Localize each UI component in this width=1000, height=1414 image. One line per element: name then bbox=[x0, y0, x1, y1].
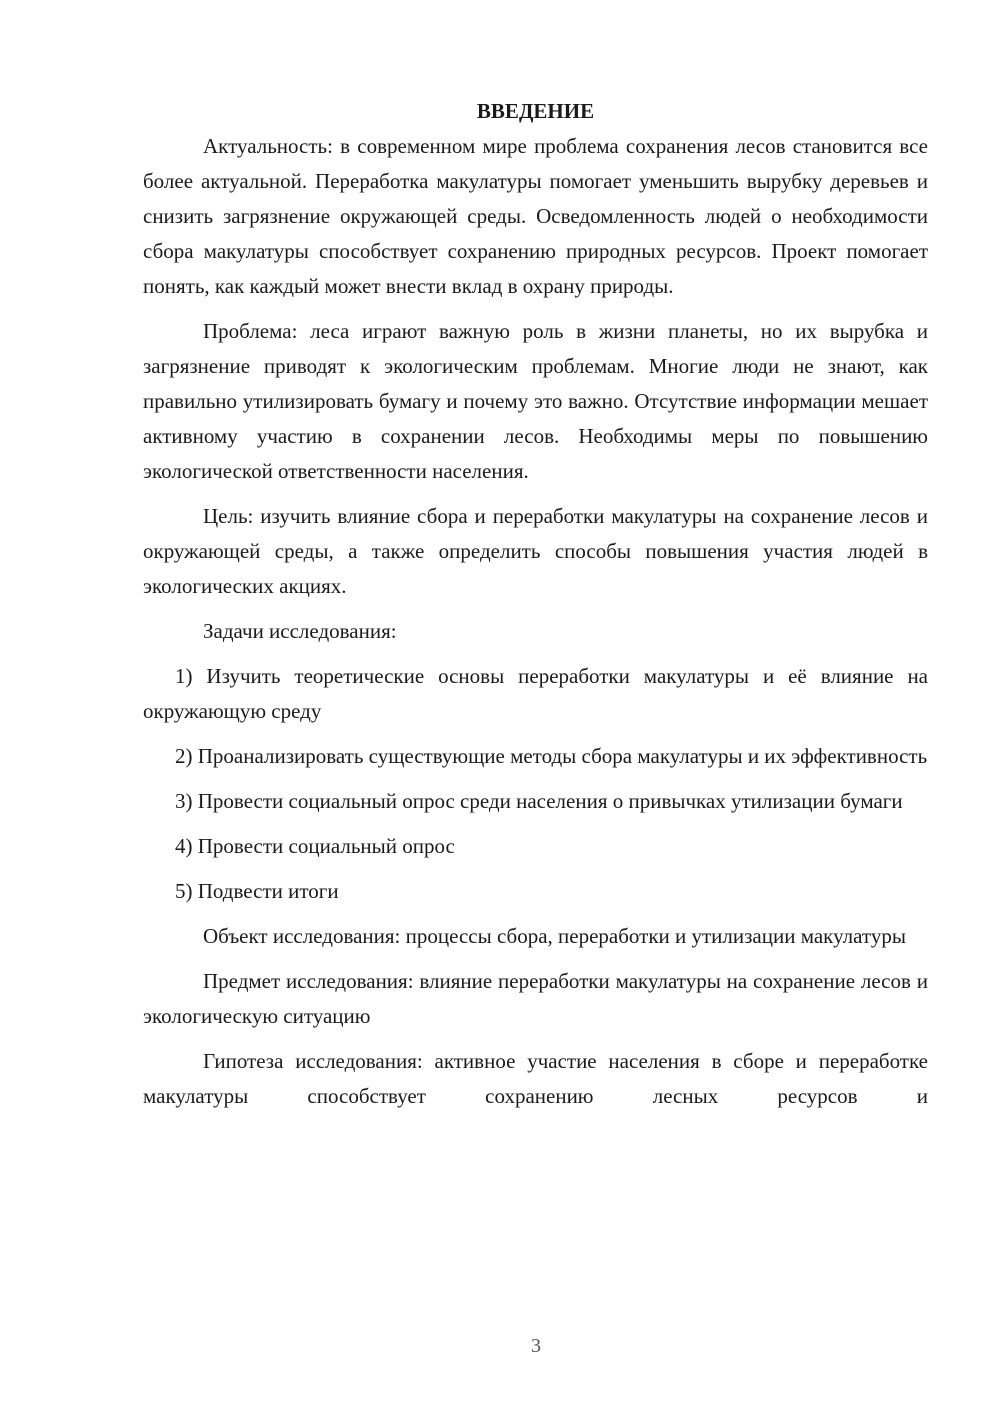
goal-paragraph: Цель: изучить влияние сбора и переработки макулатуры на сохранение лесов и окружающей среды, а также определить способы повышения участия людей в экологических акциях. bbox=[143, 504, 928, 598]
task-item-2: 2) Проанализировать существующие методы сбора макулатуры и их эффективность bbox=[175, 744, 928, 768]
problem-paragraph: Проблема: леса играют важную роль в жизни планеты, но их вырубка и загрязнение приводят к экологическим проблемам. Многие люди не знают, как правильно утилизировать бумагу и почему это важно. Отсутствие информации мешает активному участию в сохранении лесов. Необходимы меры по повышению экологической ответственности населения. bbox=[143, 319, 928, 483]
object-paragraph: Объект исследования: процессы сбора, переработки и утилизации макулатуры bbox=[203, 924, 906, 948]
task-item-1: 1) Изучить теоретические основы переработки макулатуры и её влияние на окружающую среду bbox=[143, 664, 928, 723]
relevance-paragraph: Актуальность: в современном мире проблема сохранения лесов становится все более актуальной. Переработка макулатуры помогает уменьшить вырубку деревьев и снизить загрязнение окружающей среды. Осведомленность людей о необходимости сбора макулатуры способствует сохранению природных ресурсов. Проект помогает понять, как каждый может внести вклад в охрану природы. bbox=[143, 134, 928, 298]
hypothesis-paragraph: Гипотеза исследования: активное участие населения в сборе и переработке макулатуры способствует сохранению лесных ресурсов и bbox=[143, 1049, 928, 1108]
subject-paragraph: Предмет исследования: влияние переработки макулатуры на сохранение лесов и экологическую ситуацию bbox=[143, 969, 928, 1028]
page-number: 3 bbox=[531, 1335, 541, 1357]
tasks-heading: Задачи исследования: bbox=[203, 619, 397, 643]
task-item-3: 3) Провести социальный опрос среди населения о привычках утилизации бумаги bbox=[175, 789, 903, 813]
section-title: ВВЕДЕНИЕ bbox=[476, 99, 595, 123]
document-body bbox=[143, 94, 928, 1124]
task-item-5: 5) Подвести итоги bbox=[175, 879, 339, 903]
task-item-4: 4) Провести социальный опрос bbox=[175, 834, 455, 858]
